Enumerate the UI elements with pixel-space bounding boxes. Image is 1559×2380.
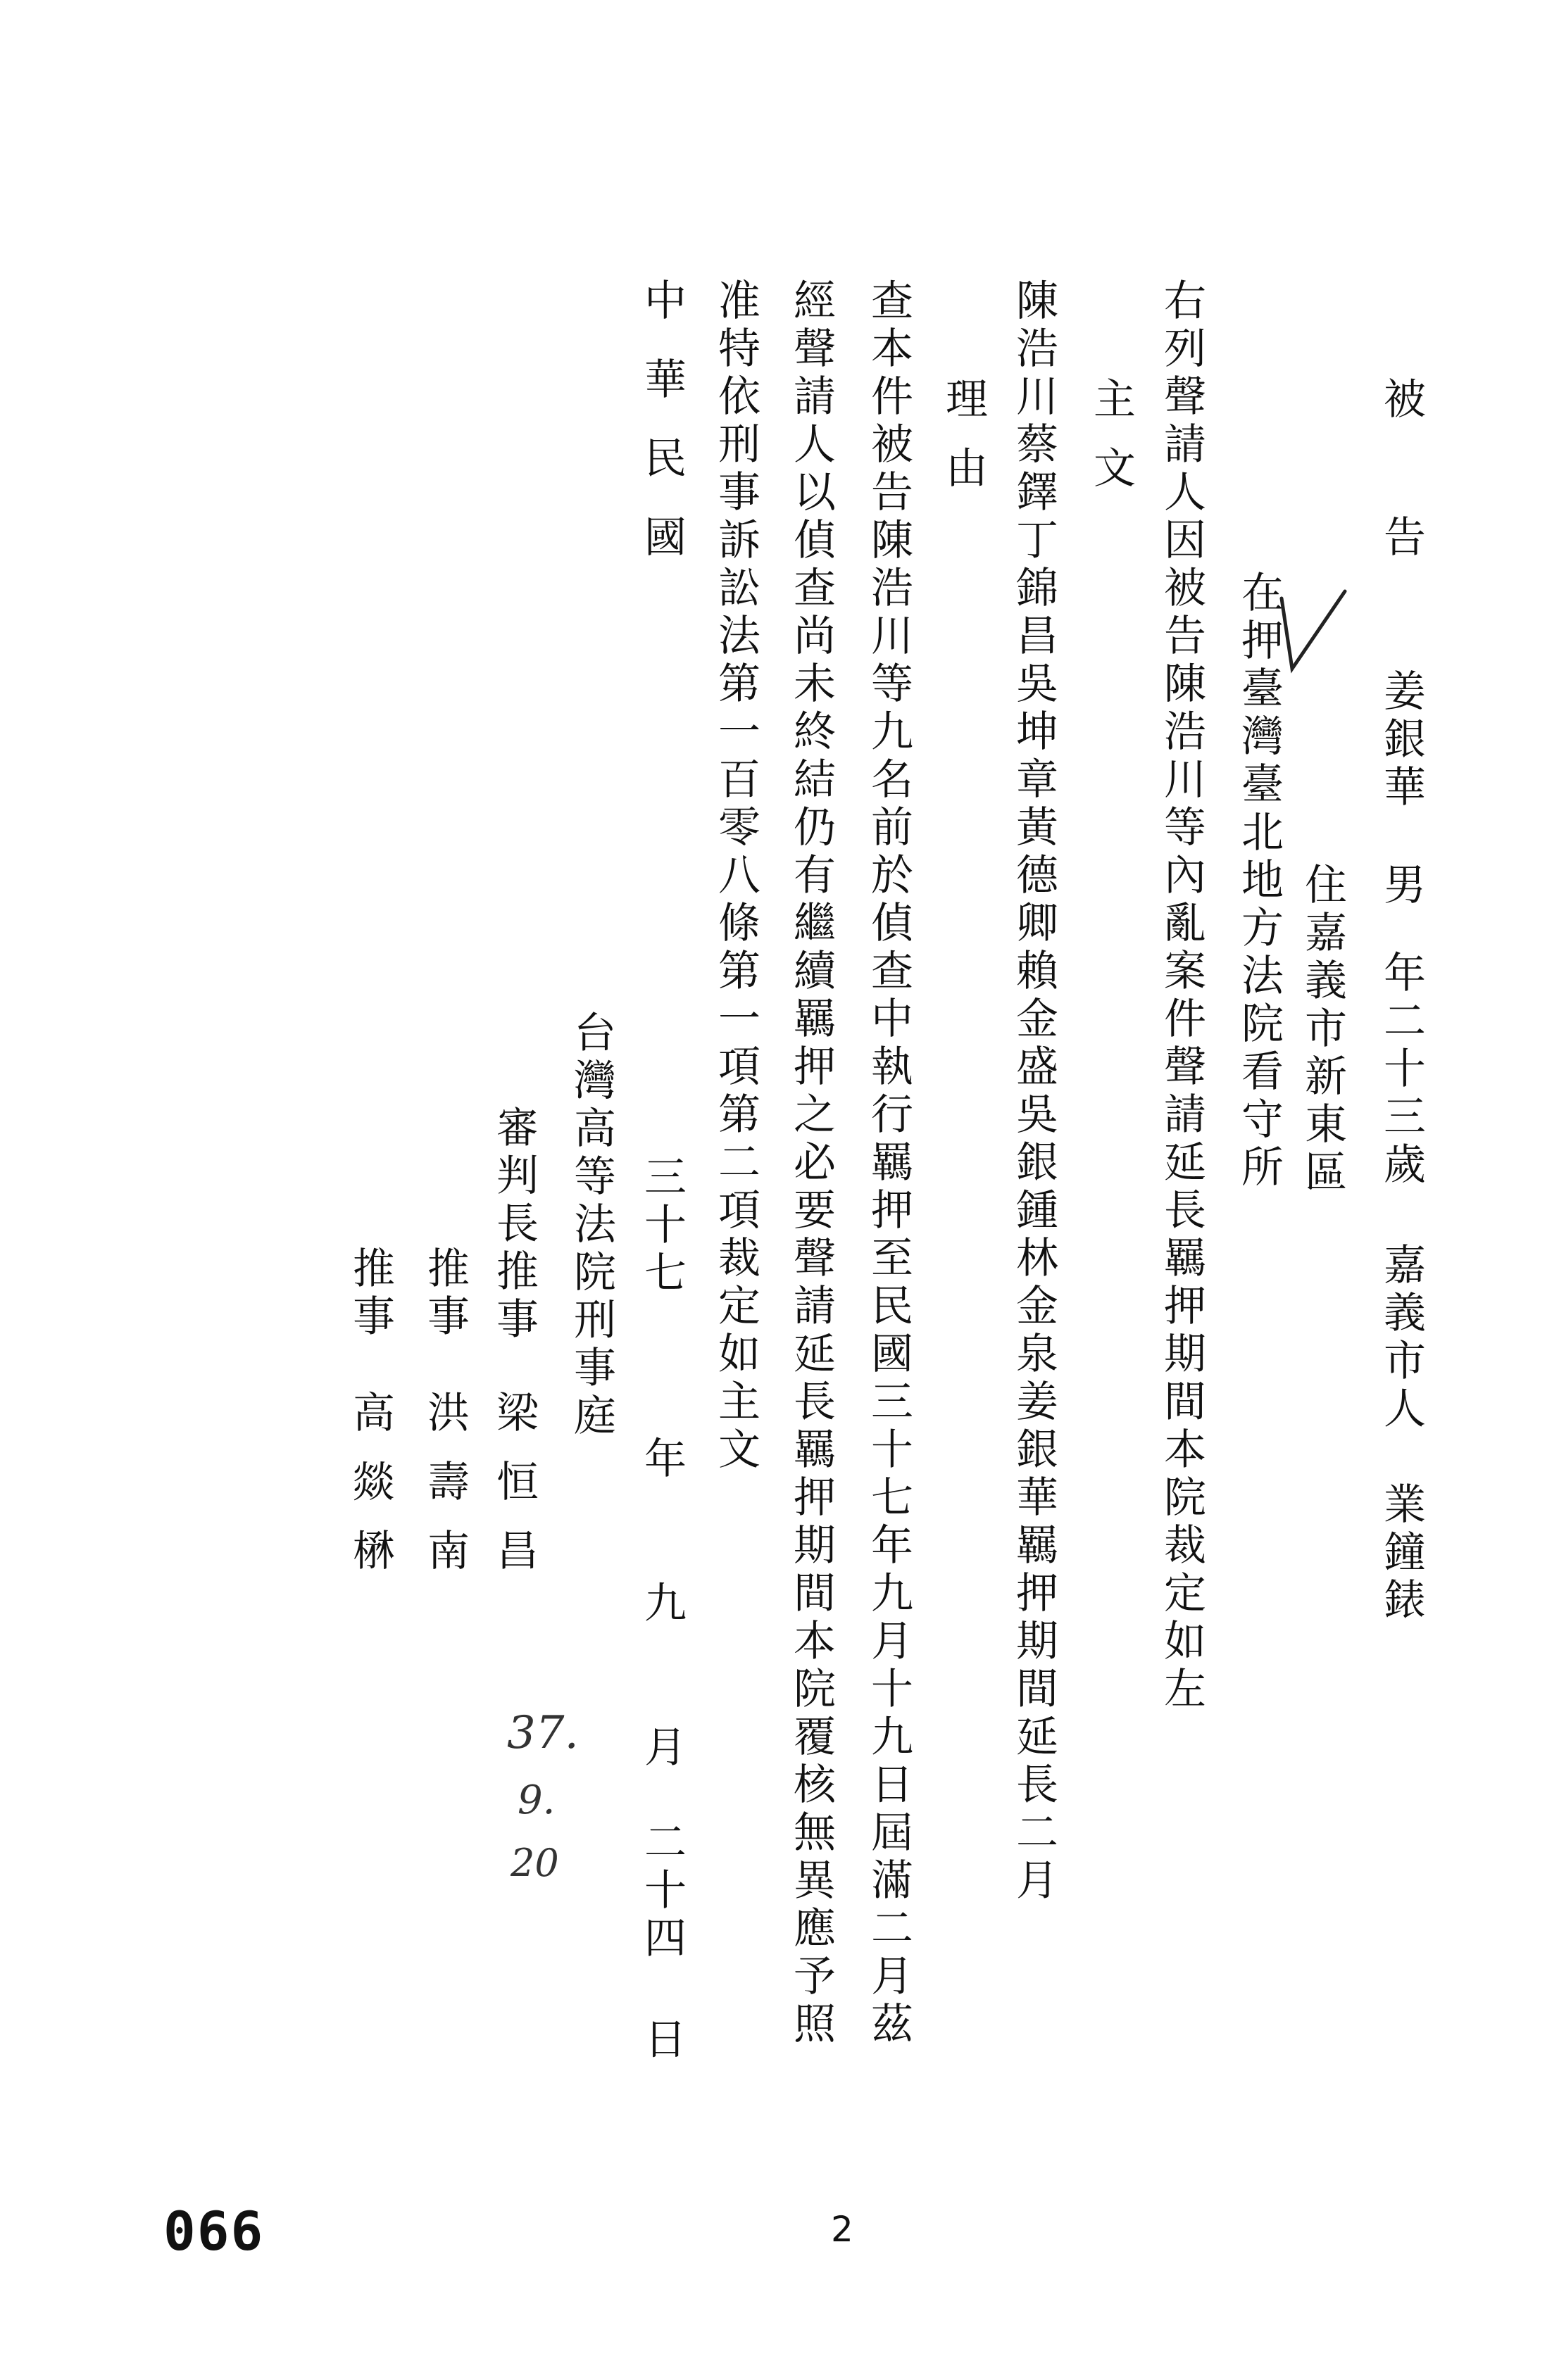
- defendant-address: 住嘉義市新東區: [1298, 862, 1347, 1197]
- presiding-judge-title: 審判長推事: [489, 1105, 539, 1345]
- custody-location: 在押臺灣臺北地方法院看守所: [1234, 570, 1284, 1192]
- date-day-label: 日: [637, 2017, 687, 2065]
- judge-3-name: 高燚楙: [346, 1390, 395, 1597]
- main-text-heading: 主文: [1087, 377, 1136, 515]
- reasons-line-3: 准特依刑事訴訟法第一百零八條第一項第二項裁定如主文: [711, 278, 760, 1475]
- defendant-name: 姜銀華: [1377, 669, 1426, 812]
- defendant-occupation: 業鐘錶: [1377, 1482, 1426, 1625]
- date-month-number: 九: [637, 1580, 687, 1628]
- defendant-origin: 嘉義市人: [1377, 1242, 1426, 1434]
- date-month-label: 月: [637, 1725, 687, 1773]
- archive-number: 066: [163, 2200, 265, 2262]
- preamble: 右列聲請人因被告陳浩川等內亂案件聲請延長羈押期間本院裁定如左: [1157, 278, 1206, 1714]
- handwritten-note-month: 9.: [518, 1777, 556, 1823]
- defendant-label: 被 告: [1377, 377, 1426, 584]
- court-name: 台灣高等法院刑事庭: [567, 1010, 616, 1441]
- date-year-label: 年: [637, 1436, 687, 1484]
- reasons-heading: 理由: [939, 377, 988, 515]
- reasons-line-1: 查本件被告陳浩川等九名前於偵查中執行羈押至民國三十七年九月十九日屆滿二月茲: [864, 278, 913, 2049]
- page-number: 2: [831, 2209, 853, 2250]
- handwritten-note-day: 20: [511, 1841, 559, 1885]
- date-era: 中華民國: [637, 278, 687, 593]
- main-text-body: 陳浩川蔡鐸丁錦昌吳坤章黃德卿賴金盛吳銀鍾林金泉姜銀華羈押期間延長二月: [1009, 278, 1058, 1906]
- date-year-number: 三十七: [637, 1154, 687, 1298]
- checkmark-icon: [1275, 584, 1352, 690]
- judge-2-title: 推事: [420, 1246, 470, 1342]
- date-day-number: 二十四: [637, 1820, 687, 1963]
- judge-2-name: 洪壽南: [420, 1390, 470, 1597]
- defendant-sex: 男: [1377, 862, 1426, 910]
- defendant-age: 年二十三歲: [1377, 950, 1426, 1190]
- judge-3-title: 推事: [346, 1246, 395, 1342]
- reasons-line-2: 經聲請人以偵查尚未終結仍有繼續羈押之必要聲請延長羈押期間本院覆核無異應予照: [787, 278, 836, 2049]
- presiding-judge-name: 梁恒昌: [489, 1390, 539, 1597]
- handwritten-note-year: 37.: [507, 1707, 579, 1759]
